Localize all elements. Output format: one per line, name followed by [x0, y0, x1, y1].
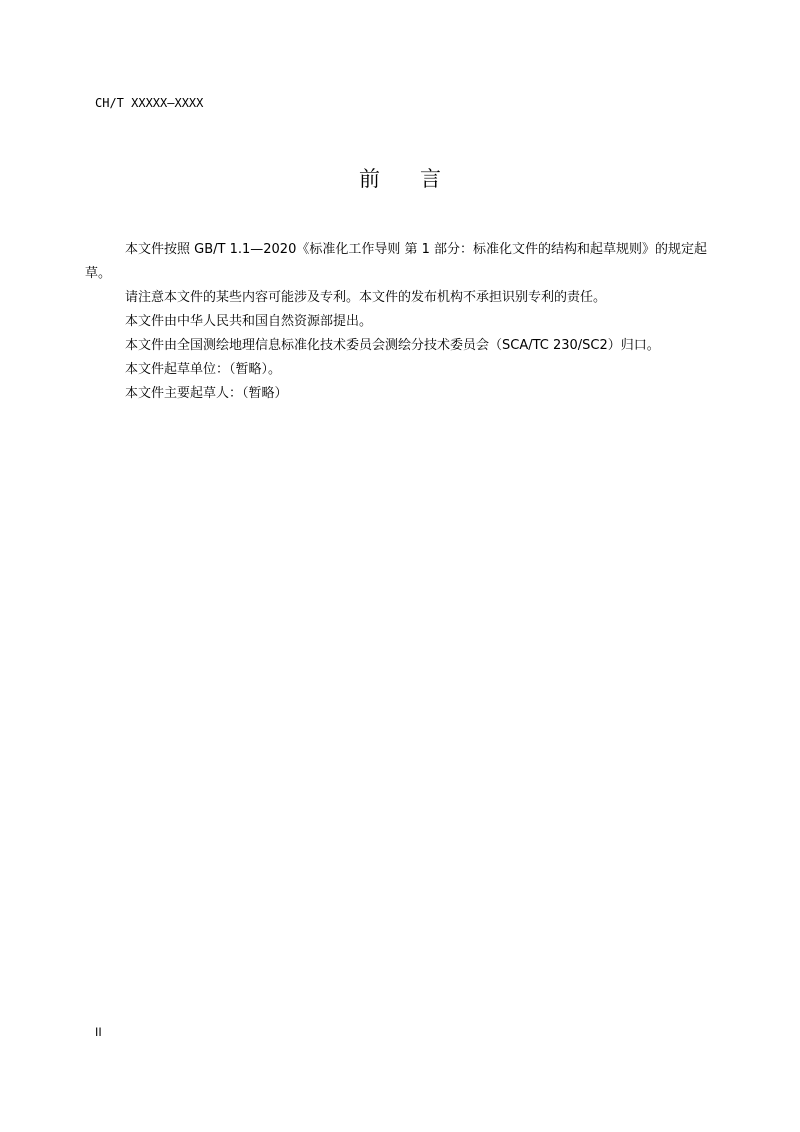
paragraph-patent-notice: 请注意本文件的某些内容可能涉及专利。本文件的发布机构不承担识别专利的责任。	[125, 290, 607, 305]
paragraph-drafters: 本文件主要起草人：（暂略）	[125, 386, 288, 401]
title-char-1: 前	[359, 167, 380, 191]
title-char-2: 言	[420, 167, 441, 191]
paragraph-committee: 本文件由全国测绘地理信息标准化技术委员会测绘分技术委员会（SCA/TC 230/SC2）归口。	[125, 338, 660, 353]
paragraph-drafting-rules: 本文件按照 GB/T 1.1—2020《标准化工作导则 第 1 部分：标准化文件的结构和起草规则》的规定起草。	[85, 242, 708, 281]
standard-code-header: CH/T XXXXX—XXXX	[95, 96, 204, 110]
paragraph-proposer: 本文件由中华人民共和国自然资源部提出。	[125, 314, 373, 329]
foreword-body	[85, 238, 725, 406]
page-title	[0, 163, 800, 193]
page-number: II	[95, 1025, 102, 1039]
paragraph-drafting-units: 本文件起草单位：（暂略）。	[125, 362, 282, 377]
